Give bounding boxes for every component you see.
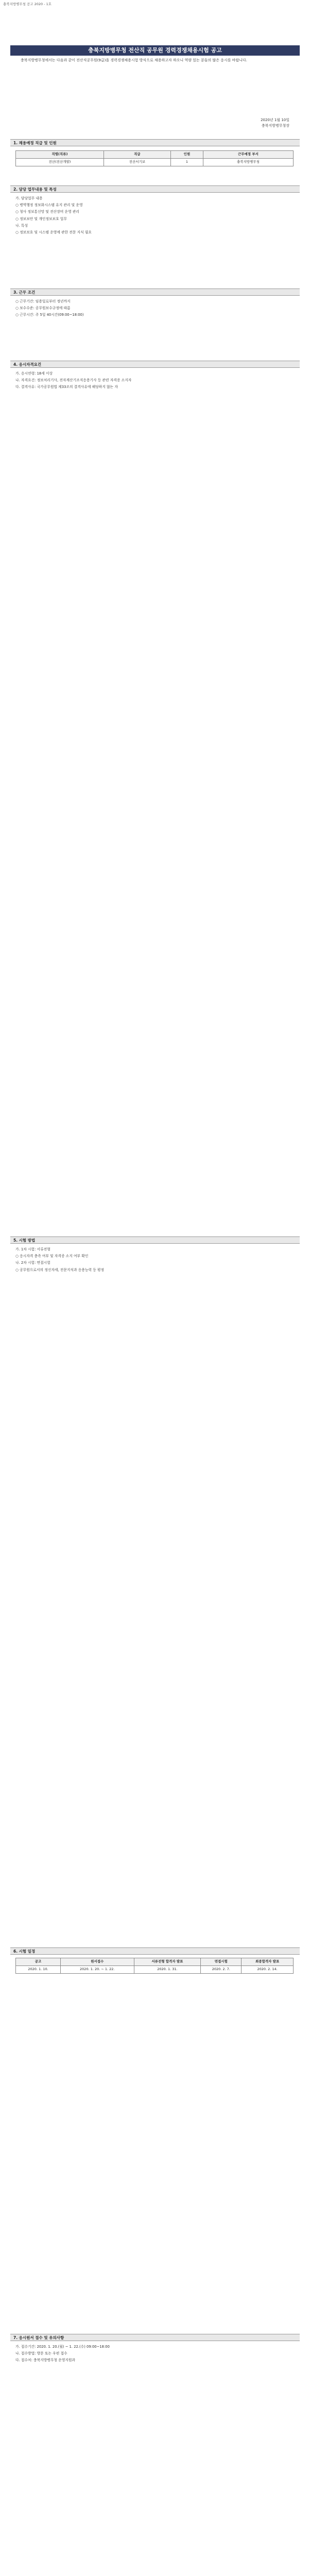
document-number: 충북지방병무청 공고 2020 - 1호 bbox=[3, 2, 52, 6]
list-item: ○ 보수수준: 공무원보수규정에 따름 bbox=[15, 306, 71, 311]
table-cell: 2020. 1. 31. bbox=[134, 1965, 201, 1973]
list-item: 가. 담당업무 내용 bbox=[15, 196, 43, 200]
list-item: 다. 접수처: 충북지방병무청 운영지원과 bbox=[15, 2358, 75, 2363]
list-item: 가. 접수기간: 2020. 1. 20.(월) ~ 1. 22.(수) 09:00~18:00 bbox=[15, 2345, 110, 2349]
list-item: 나. 자격요건: 정보처리기사, 전자계산기조직응용기사 등 관련 자격증 소지자 bbox=[15, 378, 132, 383]
table-header: 원서접수 bbox=[61, 1958, 134, 1966]
list-item: 나. 특성 bbox=[15, 223, 28, 228]
schedule-table bbox=[15, 1958, 294, 1974]
list-item: ○ 청사 정보통신망 및 전산장비 운영 관리 bbox=[15, 210, 79, 214]
table-header: 서류전형 합격자 발표 bbox=[134, 1958, 201, 1966]
list-item: ○ 병역행정 정보화시스템 유지 관리 및 운영 bbox=[15, 203, 83, 208]
intro-date: 2020년 1월 10일 bbox=[261, 118, 289, 122]
list-item: 나. 2차 시험: 면접시험 bbox=[15, 1261, 50, 1265]
application-list bbox=[15, 2344, 294, 2365]
intro-org: 충북지방병무청장 bbox=[261, 123, 289, 128]
list-item: ○ 정보보호 및 시스템 운영에 관한 전문 지식 필요 bbox=[15, 230, 92, 234]
table-header: 인원 bbox=[171, 151, 203, 159]
list-item: 나. 접수방법: 방문 또는 우편 접수 bbox=[15, 2351, 67, 2356]
list-item: ○ 근무시간: 주 5일 40시간(09:00~18:00) bbox=[15, 313, 84, 317]
list-item: ○ 근무기간: 임용일로부터 정년까지 bbox=[15, 299, 71, 303]
table-cell: 충북지방병무청 bbox=[203, 158, 293, 166]
section-3-heading: 3. 근무 조건 bbox=[10, 289, 300, 296]
section-5-heading: 5. 시험 방법 bbox=[10, 1236, 300, 1244]
duties-list bbox=[15, 196, 294, 236]
intro-text: 충북지방병무청에서는 다음과 같이 전산직공무원(9급)을 경력경쟁채용시험 방식으로 채용하고자 하오니 역량 있는 분들의 많은 응시를 바랍니다. bbox=[21, 58, 248, 62]
table-header: 공고 bbox=[16, 1958, 61, 1966]
table-cell: 2020. 2. 14. bbox=[242, 1965, 294, 1973]
work-conditions-list bbox=[15, 299, 294, 319]
intro-date-block bbox=[261, 117, 289, 128]
section-6-heading: 6. 시험 일정 bbox=[10, 1947, 300, 1955]
table-header: 면접시험 bbox=[201, 1958, 242, 1966]
table-header: 근무예정 부서 bbox=[203, 151, 293, 159]
table-header: 직렬(직류) bbox=[16, 151, 104, 159]
list-item: ○ 정보보안 및 개인정보보호 업무 bbox=[15, 216, 67, 221]
section-1-heading: 1. 채용예정 직급 및 인원 bbox=[10, 139, 300, 146]
list-item: 가. 1차 시험: 서류전형 bbox=[15, 1247, 50, 1251]
section-2-heading: 2. 담당 업무내용 및 특성 bbox=[10, 185, 300, 193]
table-cell: 2020. 1. 20. ~ 1. 22. bbox=[61, 1965, 134, 1973]
positions-table bbox=[15, 150, 294, 166]
exam-method-list bbox=[15, 1247, 294, 1274]
list-item: 다. 결격사유: 국가공무원법 제33조의 결격사유에 해당하지 않는 자 bbox=[15, 385, 118, 389]
list-item: 가. 응시연령: 18세 이상 bbox=[15, 371, 53, 376]
table-cell: 전산서기보 bbox=[104, 158, 170, 166]
table-cell: 2020. 2. 7. bbox=[201, 1965, 242, 1973]
list-item: ○ 응시자격 충족 여부 및 자격증 소지 여부 확인 bbox=[15, 1254, 89, 1259]
table-cell: 1 bbox=[171, 158, 203, 166]
section-4-heading: 4. 응시자격요건 bbox=[10, 361, 300, 368]
qualifications-list bbox=[15, 371, 294, 392]
table-cell: 전산(전산개발) bbox=[16, 158, 104, 166]
page-title: 충북지방병무청 전산직 공무원 경력경쟁채용시험 공고 bbox=[10, 45, 300, 56]
table-header: 최종합격자 발표 bbox=[242, 1958, 294, 1966]
section-7-heading: 7. 응시원서 접수 및 유의사항 bbox=[10, 2334, 300, 2341]
list-item: ○ 공무원으로서의 정신자세, 전문지식과 응용능력 등 평정 bbox=[15, 1267, 105, 1272]
table-cell: 2020. 1. 10. bbox=[16, 1965, 61, 1973]
table-header: 직급 bbox=[104, 151, 170, 159]
